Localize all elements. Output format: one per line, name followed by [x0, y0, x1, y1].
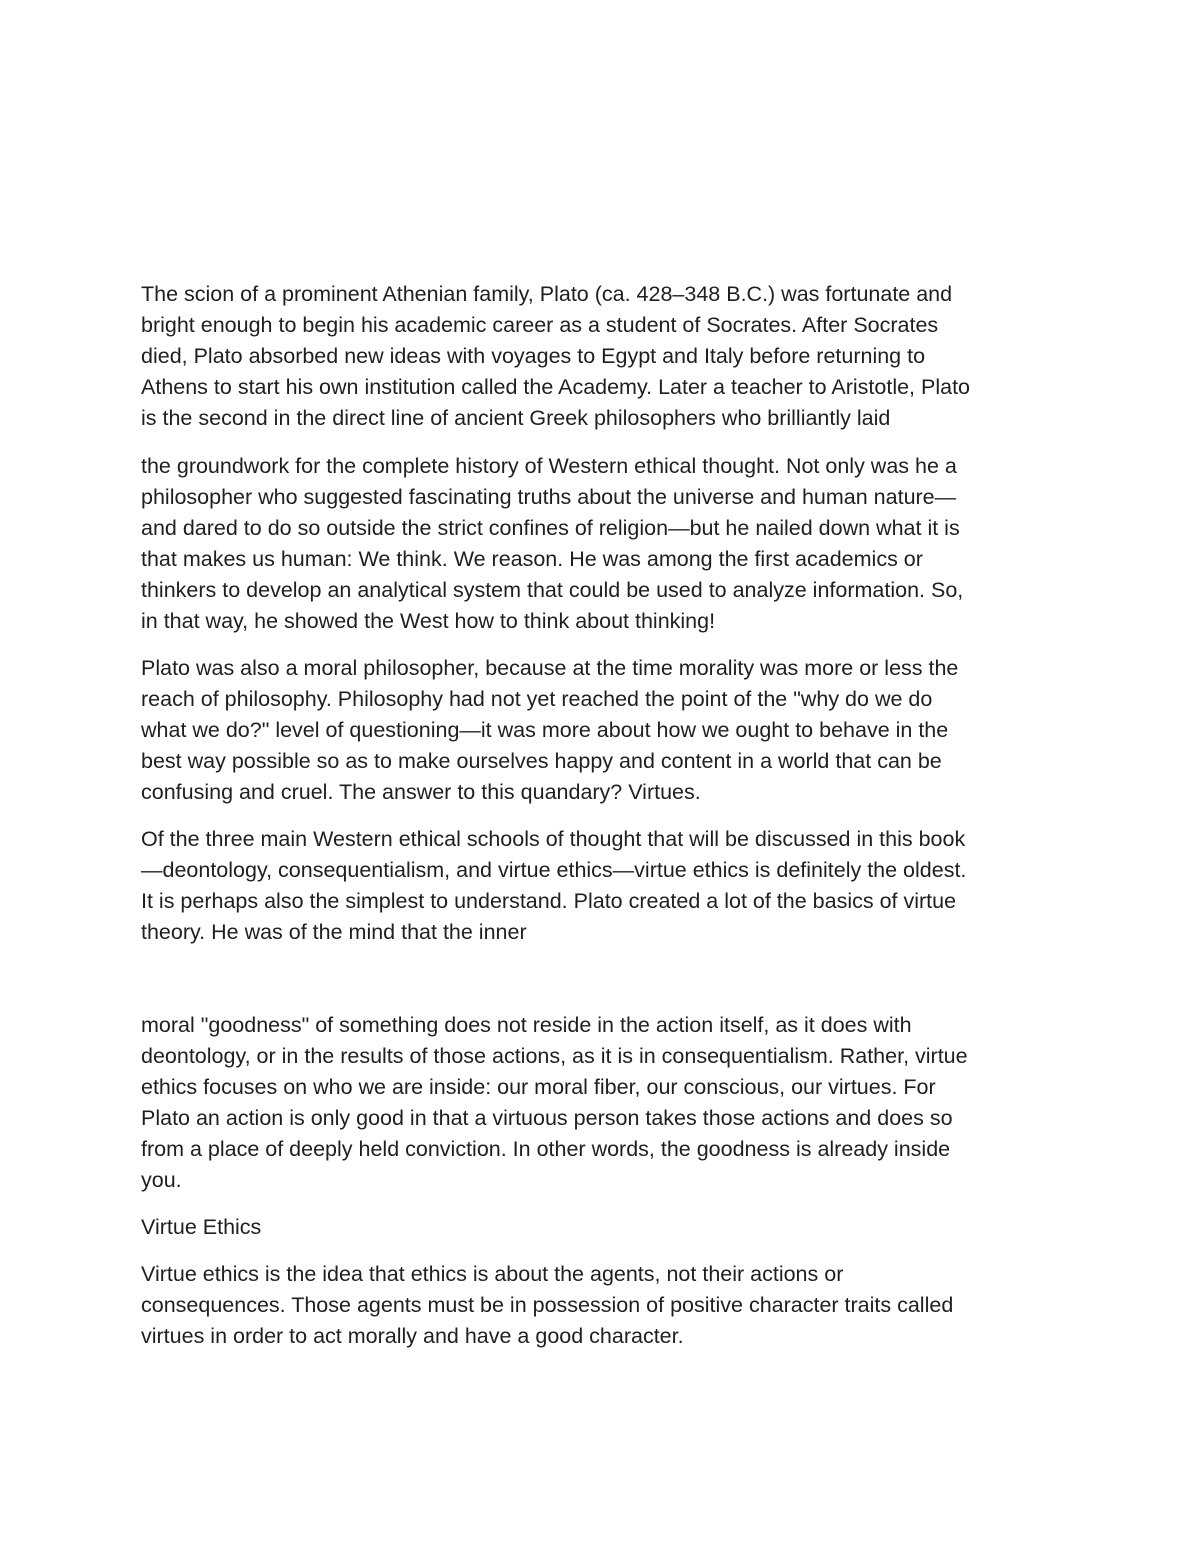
text-line: reach of philosophy. Philosophy had not yet reached the point of the "why do we do [141, 687, 933, 711]
text-line: ethics focuses on who we are inside: our moral fiber, our conscious, our virtues. For [141, 1075, 936, 1099]
text-line: died, Plato absorbed new ideas with voyages to Egypt and Italy before returning to [141, 344, 926, 368]
text-line: confusing and cruel. The answer to this quandary? Virtues. [141, 780, 701, 804]
text-line: from a place of deeply held conviction. In other words, the goodness is already inside [141, 1137, 951, 1161]
text-line: that makes us human: We think. We reason. He was among the first academics or [141, 547, 923, 571]
paragraph-virtue-ethics-definition [141, 1259, 1071, 1352]
paragraph-moral-goodness [141, 1010, 1071, 1196]
paragraph-moral-philosopher [141, 653, 1071, 808]
text-line: what we do?" level of questioning—it was more about how we ought to behave in the [141, 718, 949, 742]
text-line: consequences. Those agents must be in possession of positive character traits called [141, 1293, 954, 1317]
text-line: It is perhaps also the simplest to understand. Plato created a lot of the basics of virtue [141, 889, 957, 913]
text-line: The scion of a prominent Athenian family, Plato (ca. 428–348 B.C.) was fortunate and [141, 282, 953, 306]
text-line: —deontology, consequentialism, and virtue ethics—virtue ethics is definitely the oldest. [141, 858, 967, 882]
text-line: theory. He was of the mind that the inner [141, 920, 527, 944]
text-line: moral "goodness" of something does not reside in the action itself, as it does with [141, 1013, 912, 1037]
text-line: the groundwork for the complete history of Western ethical thought. Not only was he a [141, 454, 957, 478]
text-line: bright enough to begin his academic career as a student of Socrates. After Socrates [141, 313, 939, 337]
paragraph-western-thought [141, 451, 1071, 637]
paragraph-ethical-schools [141, 824, 1071, 948]
text-line: is the second in the direct line of ancient Greek philosophers who brilliantly laid [141, 406, 891, 430]
text-line: and dared to do so outside the strict confines of religion—but he nailed down what it is [141, 516, 960, 540]
text-line: Of the three main Western ethical schools of thought that will be discussed in this book [141, 827, 966, 851]
text-line: Virtue ethics is the idea that ethics is about the agents, not their actions or [141, 1262, 844, 1286]
text-line: Plato was also a moral philosopher, because at the time morality was more or less the [141, 656, 959, 680]
text-line: philosopher who suggested fascinating truths about the universe and human nature— [141, 485, 957, 509]
section-heading [141, 1212, 1071, 1243]
paragraph-plato-biography [141, 279, 1071, 434]
text-line: Plato an action is only good in that a virtuous person takes those actions and does so [141, 1106, 953, 1130]
text-line: best way possible so as to make ourselves happy and content in a world that can be [141, 749, 942, 773]
text-line: thinkers to develop an analytical system that could be used to analyze information. So, [141, 578, 964, 602]
heading-text: Virtue Ethics [141, 1215, 262, 1239]
text-line: Athens to start his own institution called the Academy. Later a teacher to Aristotle, Plato [141, 375, 970, 399]
text-line: virtues in order to act morally and have a good character. [141, 1324, 684, 1348]
text-line: deontology, or in the results of those actions, as it is in consequentialism. Rather, virtue [141, 1044, 968, 1068]
text-line: in that way, he showed the West how to think about thinking! [141, 609, 716, 633]
text-line: you. [141, 1168, 182, 1192]
